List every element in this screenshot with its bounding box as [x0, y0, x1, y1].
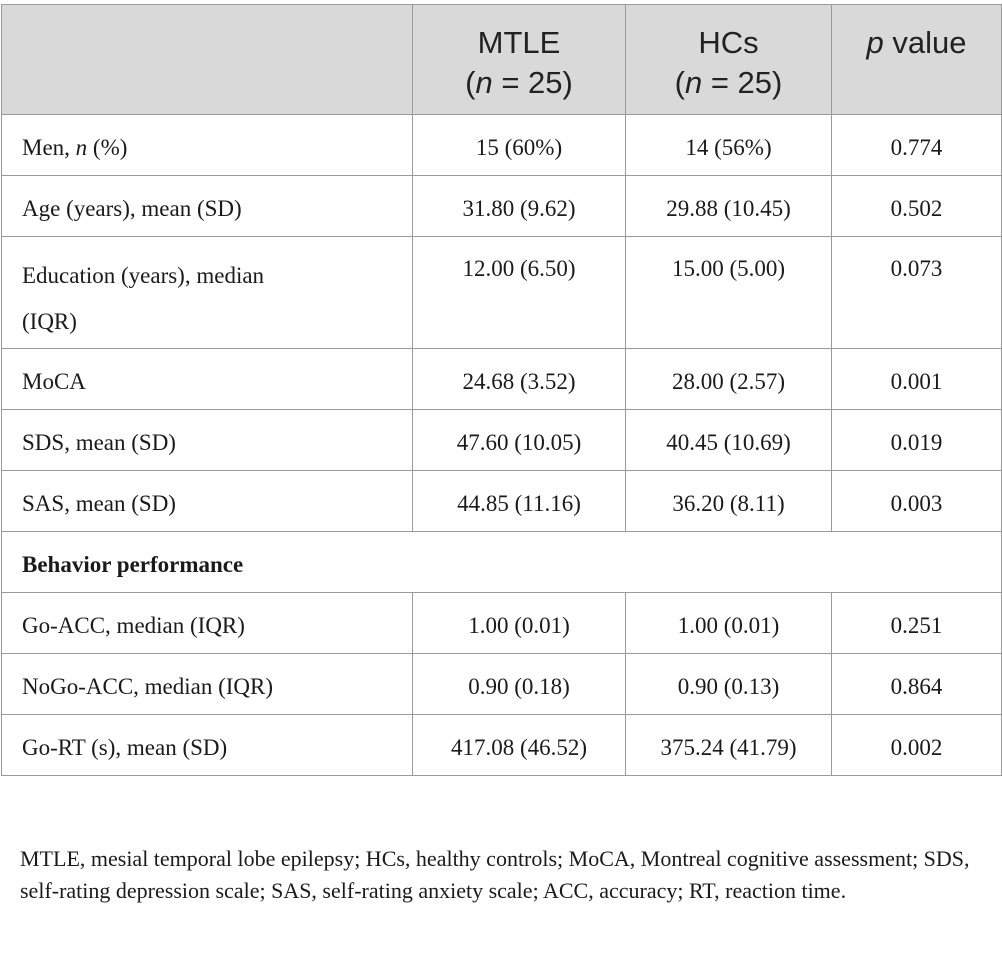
- header-mtle-n: n: [475, 65, 493, 100]
- cell-p-value: 0.774: [832, 115, 1002, 176]
- header-hcs-open: (: [674, 65, 685, 100]
- header-hcs-count: = 25): [702, 65, 783, 100]
- header-mtle-open: (: [465, 65, 476, 100]
- header-blank-cell: [2, 5, 413, 115]
- header-hcs: [626, 5, 832, 115]
- cell-hcs: 29.88 (10.45): [626, 176, 832, 237]
- row-label: [2, 115, 413, 176]
- cell-mtle: 12.00 (6.50): [413, 237, 626, 349]
- table-row: [2, 471, 1002, 532]
- row-label-italic: n: [75, 135, 88, 160]
- table-row: [2, 237, 1002, 349]
- cell-hcs: 36.20 (8.11): [626, 471, 832, 532]
- row-label: Age (years), mean (SD): [2, 176, 413, 237]
- row-label: Go-RT (s), mean (SD): [2, 715, 413, 776]
- cell-p-value: 0.864: [832, 654, 1002, 715]
- cell-mtle: 15 (60%): [413, 115, 626, 176]
- cell-p-value: 0.502: [832, 176, 1002, 237]
- cell-mtle: 31.80 (9.62): [413, 176, 626, 237]
- section-heading: Behavior performance: [2, 532, 1002, 593]
- cell-mtle: 417.08 (46.52): [413, 715, 626, 776]
- row-label: SAS, mean (SD): [2, 471, 413, 532]
- cell-p-value: 0.019: [832, 410, 1002, 471]
- row-label-line2: (IQR): [22, 309, 77, 334]
- cell-p-value: 0.003: [832, 471, 1002, 532]
- demographics-table: [1, 4, 1002, 776]
- cell-mtle: 0.90 (0.18): [413, 654, 626, 715]
- header-p-rest: value: [883, 25, 967, 60]
- row-label: MoCA: [2, 349, 413, 410]
- cell-hcs: 14 (56%): [626, 115, 832, 176]
- table-row: [2, 349, 1002, 410]
- table-row: [2, 176, 1002, 237]
- header-hcs-title: HCs: [698, 25, 759, 60]
- table-footnote: MTLE, mesial temporal lobe epilepsy; HCs, healthy controls; MoCA, Montreal cognitive assessment; SDS, self-rating depression scale; SAS, self-rating anxiety scale; ACC, accuracy; RT, reaction time.: [20, 846, 970, 903]
- header-hcs-n: n: [684, 65, 703, 100]
- cell-mtle: 1.00 (0.01): [413, 593, 626, 654]
- cell-p-value: 0.001: [832, 349, 1002, 410]
- cell-mtle: 44.85 (11.16): [413, 471, 626, 532]
- table-row: [2, 715, 1002, 776]
- section-row: [2, 532, 1002, 593]
- row-label: NoGo-ACC, median (IQR): [2, 654, 413, 715]
- row-label-suffix: (%): [87, 135, 128, 160]
- header-row: [2, 5, 1002, 115]
- row-label: [2, 237, 413, 349]
- header-p-letter: p: [866, 25, 884, 60]
- table-row: [2, 115, 1002, 176]
- cell-hcs: 0.90 (0.13): [626, 654, 832, 715]
- cell-hcs: 15.00 (5.00): [626, 237, 832, 349]
- table-row: [2, 593, 1002, 654]
- cell-hcs: 40.45 (10.69): [626, 410, 832, 471]
- header-mtle-count: = 25): [492, 65, 573, 100]
- header-p-value: [832, 5, 1002, 115]
- cell-p-value: 0.073: [832, 237, 1002, 349]
- table-row: [2, 410, 1002, 471]
- cell-p-value: 0.002: [832, 715, 1002, 776]
- row-label: Go-ACC, median (IQR): [2, 593, 413, 654]
- cell-p-value: 0.251: [832, 593, 1002, 654]
- cell-mtle: 47.60 (10.05): [413, 410, 626, 471]
- cell-hcs: 375.24 (41.79): [626, 715, 832, 776]
- cell-hcs: 28.00 (2.57): [626, 349, 832, 410]
- cell-mtle: 24.68 (3.52): [413, 349, 626, 410]
- cell-hcs: 1.00 (0.01): [626, 593, 832, 654]
- header-mtle-title: MTLE: [477, 25, 561, 60]
- row-label-text: Men,: [22, 135, 76, 160]
- row-label-line1: Education (years), median: [22, 263, 265, 288]
- table-row: [2, 654, 1002, 715]
- row-label: SDS, mean (SD): [2, 410, 413, 471]
- header-mtle: [413, 5, 626, 115]
